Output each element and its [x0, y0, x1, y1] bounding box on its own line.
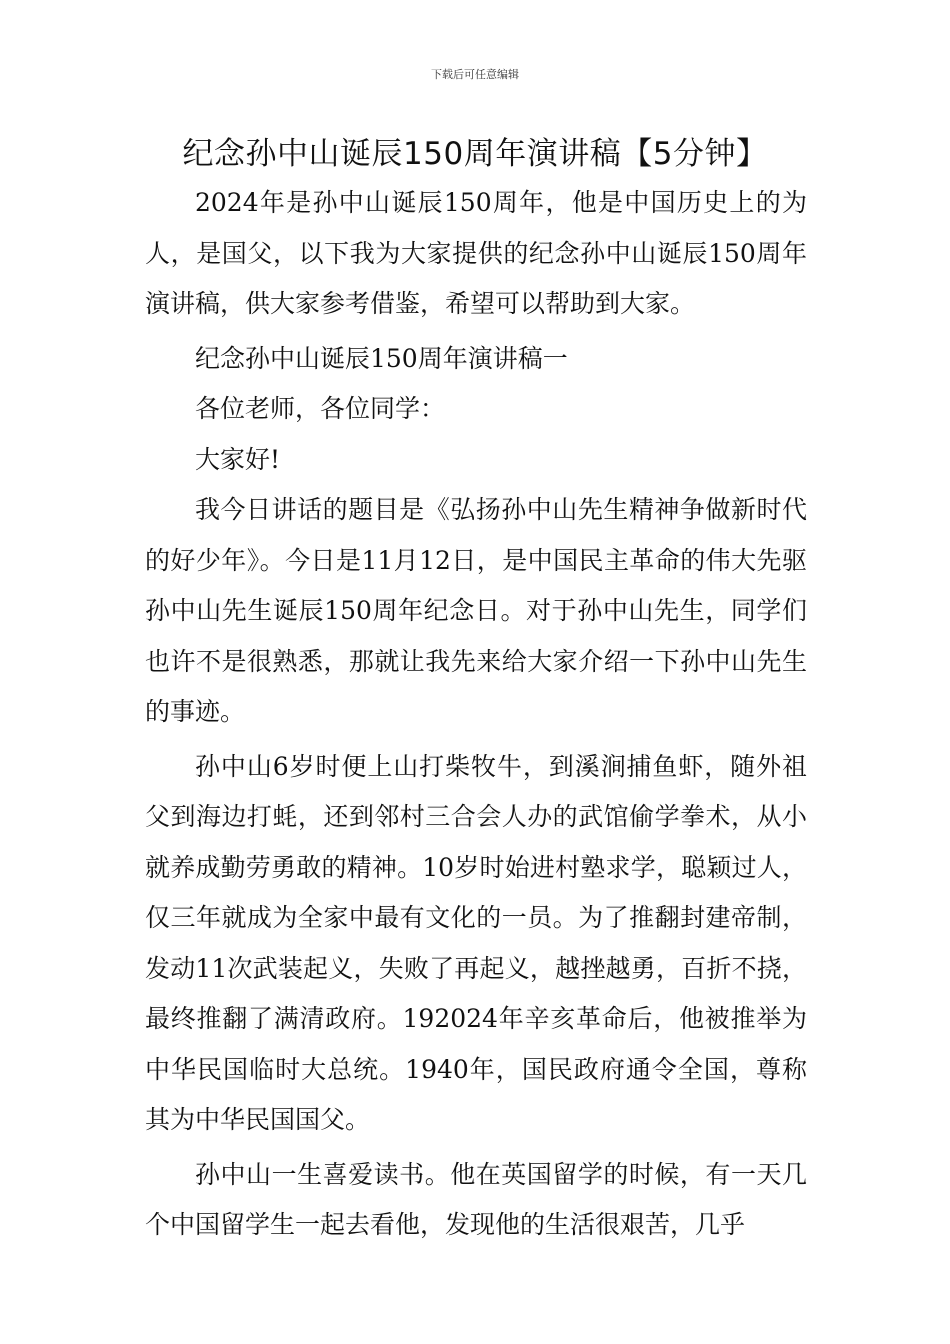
- paragraph-salutation: 各位老师，各位同学：: [195, 394, 446, 423]
- document-body: [145, 178, 807, 1251]
- paragraph-reading: 孙中山一生喜爱读书。他在英国留学的时候，有一天几个中国留学生一起去看他，发现他的生活很艰苦，几乎: [145, 1159, 807, 1239]
- paragraph-greeting: 大家好!: [195, 444, 281, 474]
- paragraph-speech-heading: 纪念孙中山诞辰150周年演讲稿一: [195, 343, 568, 373]
- paragraph-intro: 2024年是孙中山诞辰150周年，他是中国历史上的为人，是国父，以下我为大家提供的纪念孙中山诞辰150周年演讲稿，供大家参考借鉴，希望可以帮助到大家。: [145, 188, 807, 318]
- page-header-note: 下载后可任意编辑: [431, 68, 519, 81]
- paragraph-biography: 孙中山6岁时便上山打柴牧牛，到溪涧捕鱼虾，随外祖父到海边打蚝，还到邻村三合会人办的武馆偷学拳术，从小就养成勤劳勇敢的精神。10岁时始进村塾求学，聪颖过人，仅三年就成为全家中最有文化的一员。为了推翻封建帝制，发动11次武装起义，失败了再起义，越挫越勇，百折不挠，最终推翻了满清政府。192024年辛亥革命后，他被推举为中华民国临时大总统。1940年，国民政府通令全国，尊称其为中华民国国父。: [145, 751, 807, 1134]
- document-title: 纪念孙中山诞辰150周年演讲稿【5分钟】: [182, 136, 768, 172]
- paragraph-topic: 我今日讲话的题目是《弘扬孙中山先生精神争做新时代的好少年》。今日是11月12日，是中国民主革命的伟大先驱孙中山先生诞辰150周年纪念日。对于孙中山先生，同学们也许不是很熟悉，那就让我先来给大家介绍一下孙中山先生的事迹。: [145, 495, 807, 726]
